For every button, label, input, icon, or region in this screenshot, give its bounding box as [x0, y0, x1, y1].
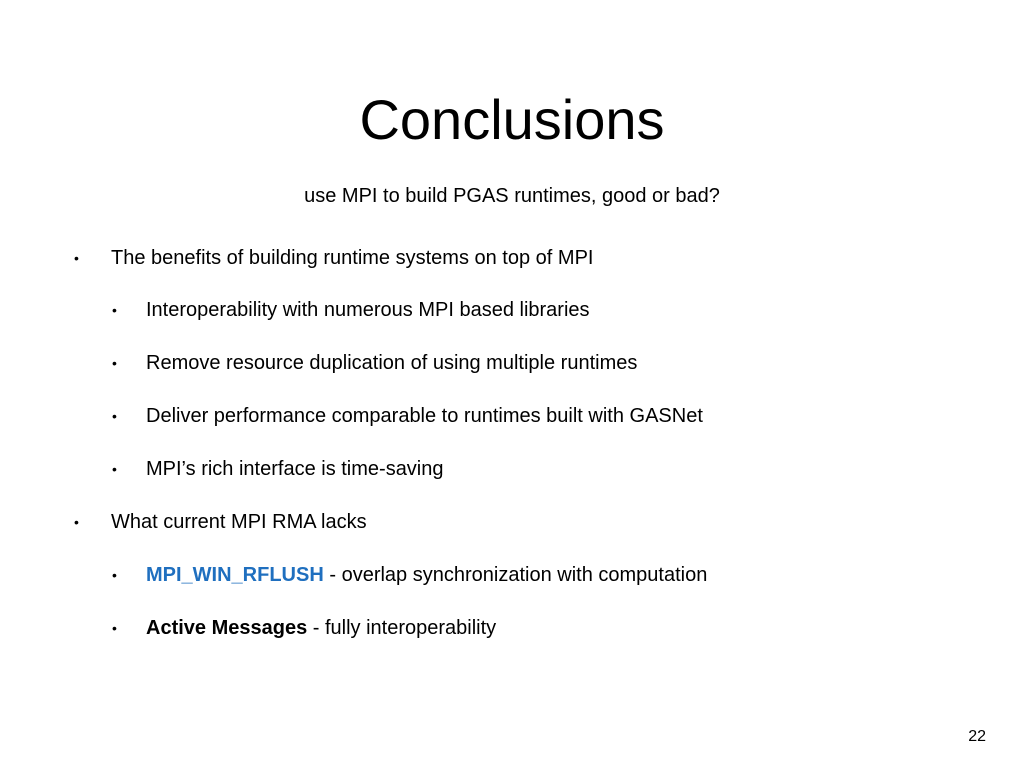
bullet-dot: • [112, 302, 117, 318]
slide-subtitle: use MPI to build PGAS runtimes, good or bad? [304, 185, 720, 207]
bullet-text: Deliver performance comparable to runtimes built with GASNet [146, 405, 703, 427]
bullet-dot: • [112, 567, 117, 583]
sub-bullet-item [112, 561, 708, 589]
bullet-dot: • [112, 620, 117, 636]
slide-title: Conclusions [359, 88, 665, 151]
bullet-dot: • [74, 250, 79, 266]
bullet-keyword: Active Messages [146, 617, 308, 639]
bullet-text: Remove resource duplication of using multiple runtimes [146, 352, 638, 374]
sub-bullet-item [112, 455, 444, 483]
bullet-item [74, 244, 594, 272]
sub-bullet-item [112, 296, 590, 324]
sub-bullet-item [112, 349, 638, 377]
sub-bullet-item [112, 614, 497, 642]
bullet-text: MPI’s rich interface is time-saving [146, 458, 444, 480]
bullet-keyword: MPI_WIN_RFLUSH [146, 564, 324, 586]
bullet-text: Interoperability with numerous MPI based libraries [146, 299, 590, 321]
bullet-text: What current MPI RMA lacks [111, 511, 367, 533]
bullet-text: The benefits of building runtime systems on top of MPI [111, 247, 594, 269]
bullet-dot: • [74, 514, 79, 530]
bullet-dot: • [112, 408, 117, 424]
bullet-item [74, 508, 367, 536]
bullet-dot: • [112, 461, 117, 477]
sub-bullet-item [112, 402, 703, 430]
bullet-text: - fully interoperability [307, 617, 497, 639]
page-number: 22 [968, 728, 986, 745]
bullet-dot: • [112, 355, 117, 371]
bullet-text: - overlap synchronization with computation [323, 564, 708, 586]
